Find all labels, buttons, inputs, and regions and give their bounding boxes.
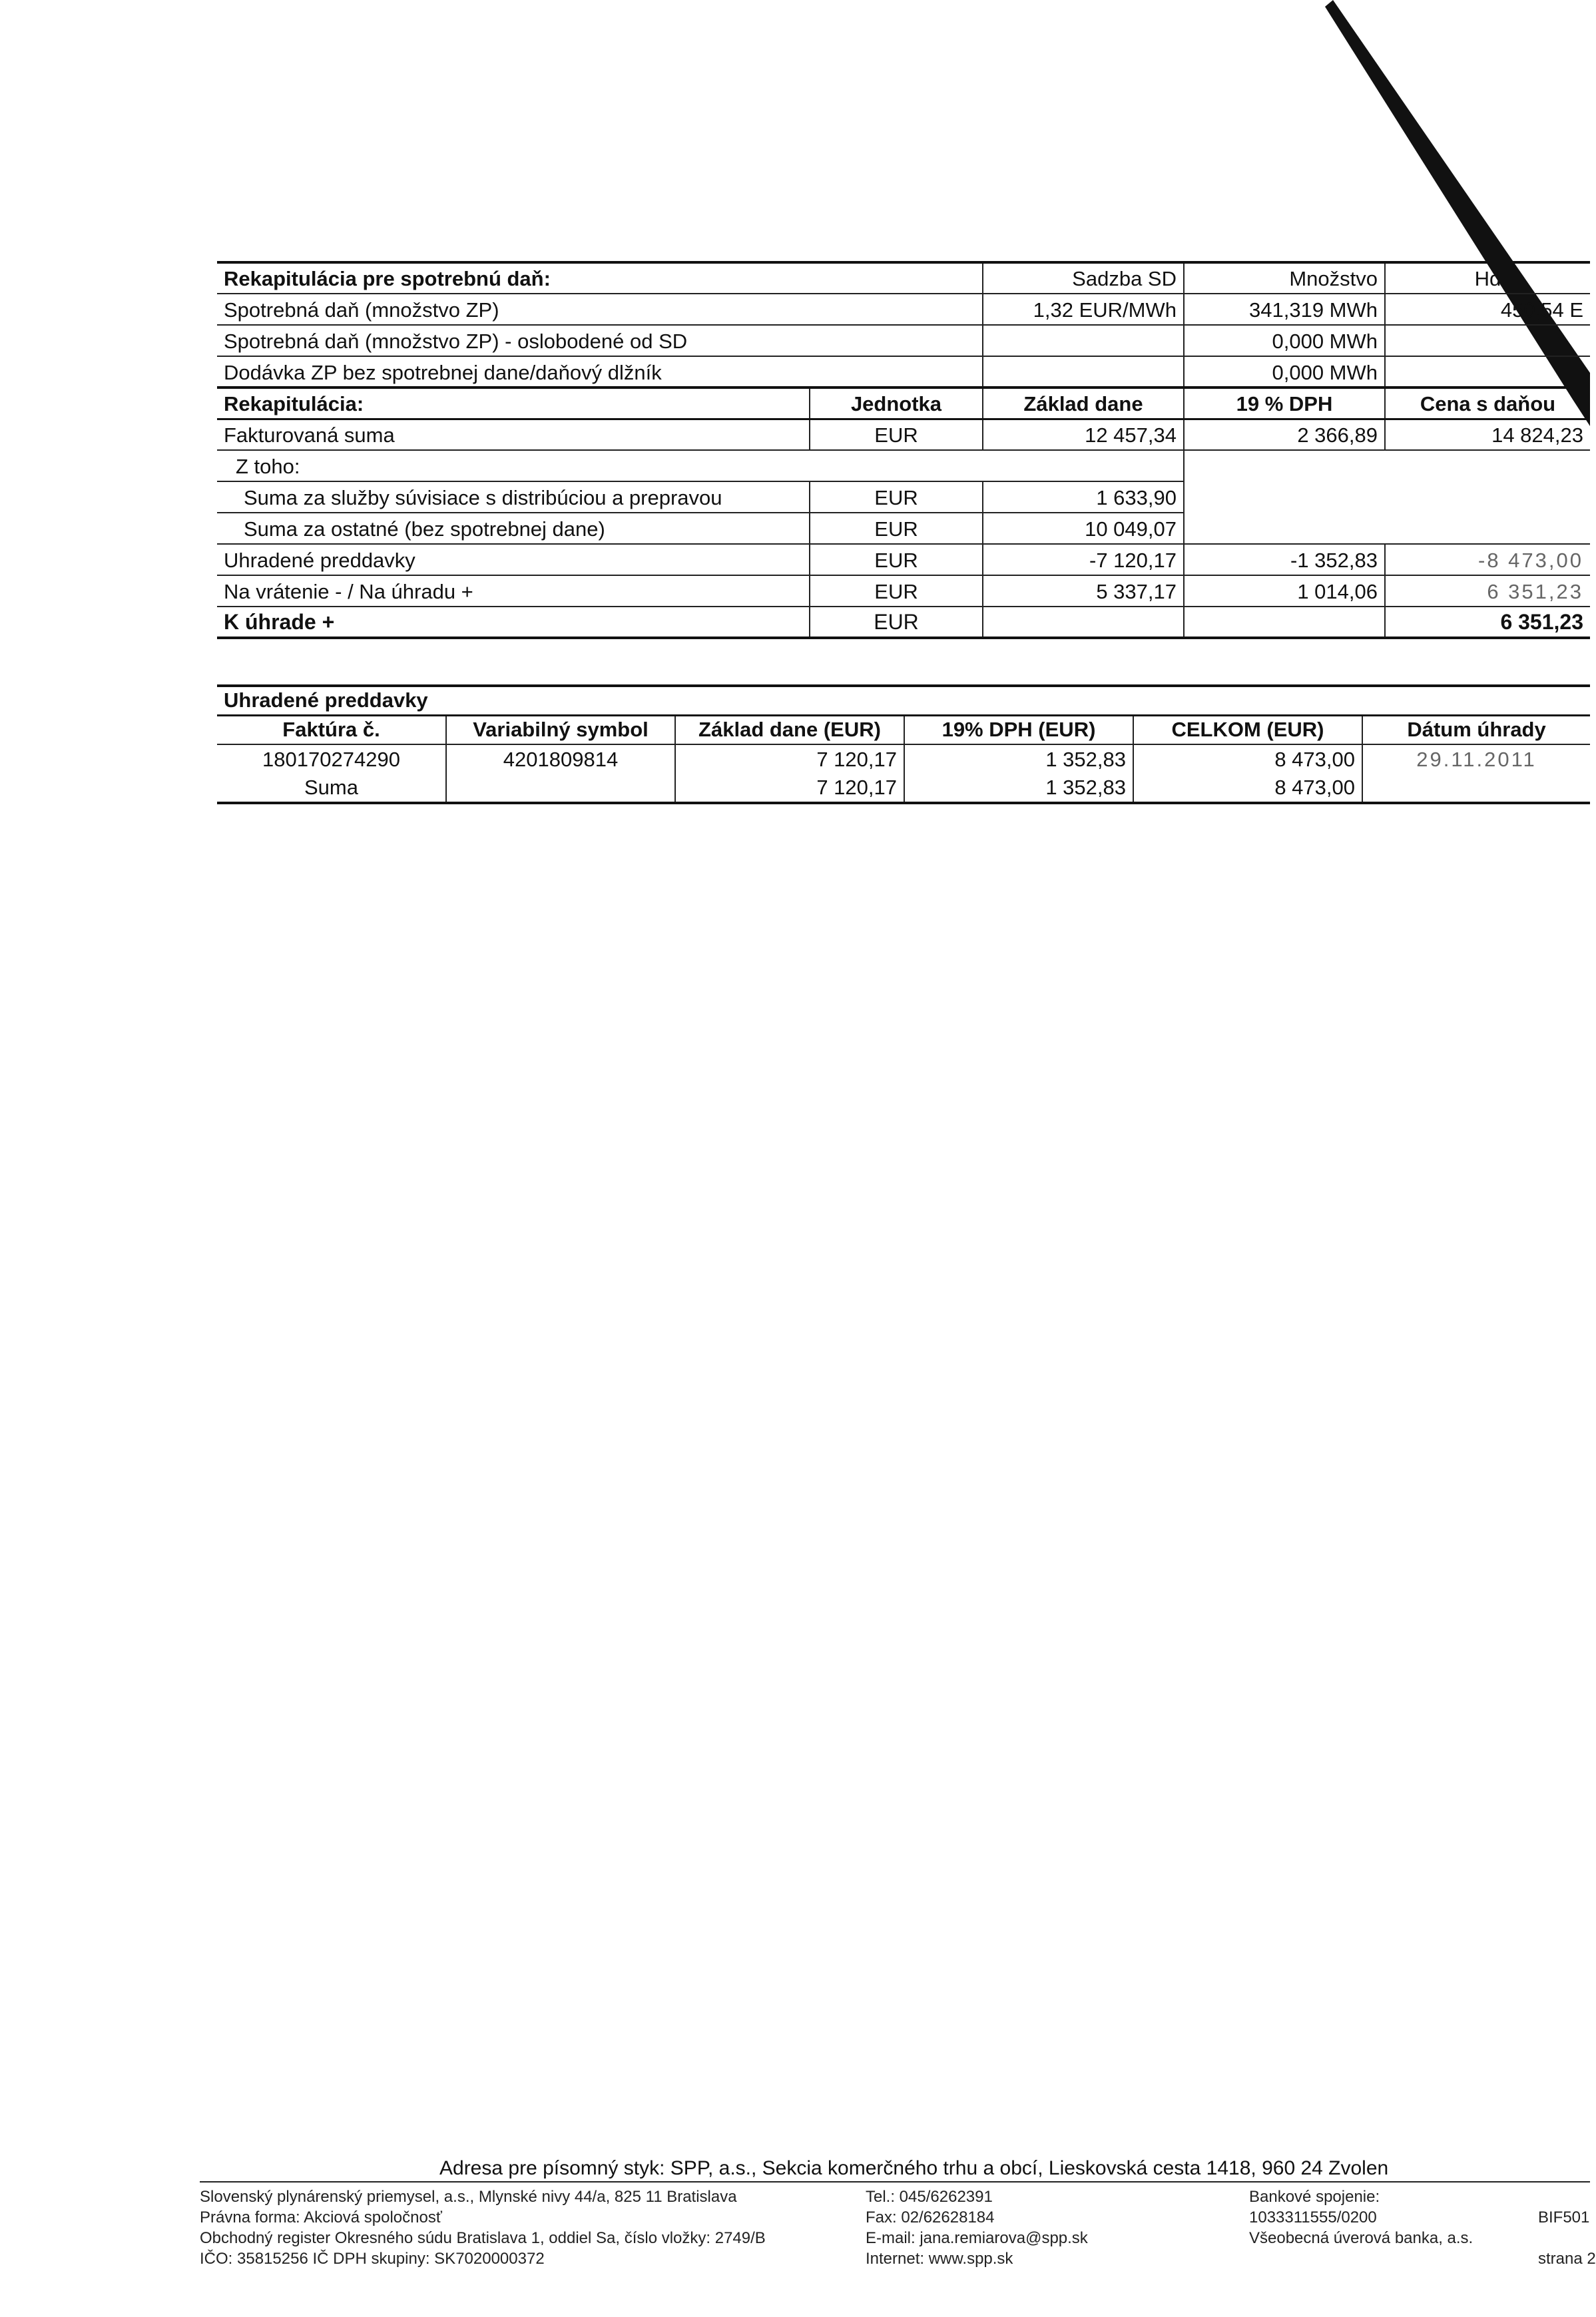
col-vat-header: 19% DPH (EUR) (904, 715, 1133, 744)
sum-label: Suma (217, 774, 446, 803)
table-row (217, 325, 1590, 356)
col-unit-header: Jednotka (810, 387, 983, 419)
phone: Tel.: 045/6262391 (866, 2188, 993, 2206)
table-row (217, 544, 1590, 575)
excise-recap-title: Rekapitulácia pre spotrebnú daň: (217, 262, 983, 294)
document-meta (1538, 2187, 1596, 2269)
col-rate-header: Sadzba SD (983, 262, 1184, 294)
row-rate (983, 356, 1184, 387)
row-unit: EUR (810, 513, 983, 544)
row-qty: 0,000 MWh (1184, 356, 1385, 387)
row-label: Uhradené preddavky (217, 544, 810, 575)
company-info (200, 2187, 766, 2269)
empty-cell (1184, 607, 1385, 638)
empty-cell (1184, 513, 1590, 544)
col-amount-header: Hd (1385, 262, 1590, 294)
row-vat: 1 014,06 (1184, 575, 1385, 607)
footer-divider (200, 2181, 1590, 2183)
row-base: 12 457,34 (983, 419, 1184, 450)
col-varsymbol-header: Variabilný symbol (446, 715, 675, 744)
row-base: -7 120,17 (983, 544, 1184, 575)
recap-header-row (217, 387, 1590, 419)
company-name: Slovenský plynárenský priemysel, a.s., Mlynské nivy 44/a, 825 11 Bratislava (200, 2188, 737, 2206)
row-amount (1385, 325, 1590, 356)
col-total-header: CELKOM (EUR) (1133, 715, 1362, 744)
commercial-register: Obchodný register Okresného súdu Bratislava 1, oddiel Sa, číslo vložky: 2749/B (200, 2229, 766, 2247)
col-base-header: Základ dane (EUR) (675, 715, 904, 744)
empty-cell (1184, 481, 1590, 513)
row-label: Na vrátenie - / Na úhradu + (217, 575, 810, 607)
row-label: Fakturovaná suma (217, 419, 810, 450)
empty-cell (983, 607, 1184, 638)
table-row (217, 450, 1590, 481)
col-invoice-header: Faktúra č. (217, 715, 446, 744)
row-unit: EUR (810, 575, 983, 607)
to-pay-total: 6 351,23 (1385, 607, 1590, 638)
paid-advances-table (217, 684, 1590, 804)
table-row (217, 481, 1590, 513)
row-total: -8 473,00 (1385, 544, 1590, 575)
row-qty: 341,319 MWh (1184, 294, 1385, 325)
total-amount: 8 473,00 (1133, 744, 1362, 774)
row-label: Suma za ostatné (bez spotrebnej dane) (217, 513, 810, 544)
recap-table (217, 386, 1590, 639)
row-total: 6 351,23 (1385, 575, 1590, 607)
col-qty-header: Množstvo (1184, 262, 1385, 294)
row-amount: 450,54 E (1385, 294, 1590, 325)
row-rate (983, 325, 1184, 356)
to-pay-label: K úhrade + (217, 607, 810, 638)
row-total: 14 824,23 (1385, 419, 1590, 450)
table-row (217, 294, 1590, 325)
table-row (217, 513, 1590, 544)
row-qty: 0,000 MWh (1184, 325, 1385, 356)
sum-date (1362, 774, 1590, 803)
bank-account: 1033311555/0200 (1249, 2208, 1377, 2226)
row-label: Spotrebná daň (množstvo ZP) - oslobodené od SD (217, 325, 983, 356)
row-unit: EUR (810, 481, 983, 513)
row-base: 10 049,07 (983, 513, 1184, 544)
sum-vat: 1 352,83 (904, 774, 1133, 803)
table-row (217, 356, 1590, 387)
row-label: Suma za služby súvisiace s distribúciou a prepravou (217, 481, 810, 513)
col-vat-header: 19 % DPH (1184, 387, 1385, 419)
row-unit: EUR (810, 419, 983, 450)
bank-label: Bankové spojenie: (1249, 2188, 1380, 2206)
variable-symbol: 4201809814 (446, 744, 675, 774)
paid-title-row (217, 686, 1590, 715)
paid-advances-title: Uhradené preddavky (217, 686, 1590, 715)
document-code: BIF501 (1538, 2208, 1590, 2226)
correspondence-address: Adresa pre písomný styk: SPP, a.s., Sekcia komerčného trhu a obcí, Lieskovská cesta 1418, 960 24 Zvolen (439, 2157, 1389, 2179)
of-which-label: Z toho: (217, 450, 1184, 481)
row-vat: 2 366,89 (1184, 419, 1385, 450)
page-number: strana 2 (1538, 2250, 1596, 2268)
table-row (217, 419, 1590, 450)
col-base-header: Základ dane (983, 387, 1184, 419)
fax: Fax: 02/62628184 (866, 2208, 995, 2226)
row-amount (1385, 356, 1590, 387)
sum-row (217, 774, 1590, 803)
excise-header-row (217, 262, 1590, 294)
bank-info (1249, 2187, 1473, 2248)
row-vat: -1 352,83 (1184, 544, 1385, 575)
payment-date: 29.11.2011 (1362, 744, 1590, 774)
paid-header-row (217, 715, 1590, 744)
website-link[interactable]: Internet: www.spp.sk (866, 2250, 1013, 2268)
row-base: 1 633,90 (983, 481, 1184, 513)
email-link[interactable]: E-mail: jana.remiarova@spp.sk (866, 2229, 1088, 2247)
invoice-number: 180170274290 (262, 748, 400, 771)
col-date-header: Dátum úhrady (1362, 715, 1590, 744)
recap-title: Rekapitulácia: (217, 387, 810, 419)
row-unit: EUR (810, 544, 983, 575)
to-pay-row (217, 607, 1590, 638)
base-amount: 7 120,17 (675, 744, 904, 774)
row-rate: 1,32 EUR/MWh (983, 294, 1184, 325)
table-row (217, 744, 1590, 774)
sum-empty (446, 774, 675, 803)
row-label: Dodávka ZP bez spotrebnej dane/daňový dlžník (217, 356, 983, 387)
bank-name: Všeobecná úverová banka, a.s. (1249, 2229, 1473, 2247)
excise-tax-recap-table (217, 261, 1590, 388)
company-ids: IČO: 35815256 IČ DPH skupiny: SK7020000372 (200, 2250, 545, 2268)
empty-cell (1184, 450, 1590, 481)
legal-form: Právna forma: Akciová spoločnosť (200, 2208, 442, 2226)
row-base: 5 337,17 (983, 575, 1184, 607)
contact-info (866, 2187, 1088, 2269)
row-label: Spotrebná daň (množstvo ZP) (217, 294, 983, 325)
col-total-header: Cena s daňou (1385, 387, 1590, 419)
to-pay-unit: EUR (810, 607, 983, 638)
sum-base: 7 120,17 (675, 774, 904, 803)
sum-total: 8 473,00 (1133, 774, 1362, 803)
vat-amount: 1 352,83 (904, 744, 1133, 774)
table-row (217, 575, 1590, 607)
